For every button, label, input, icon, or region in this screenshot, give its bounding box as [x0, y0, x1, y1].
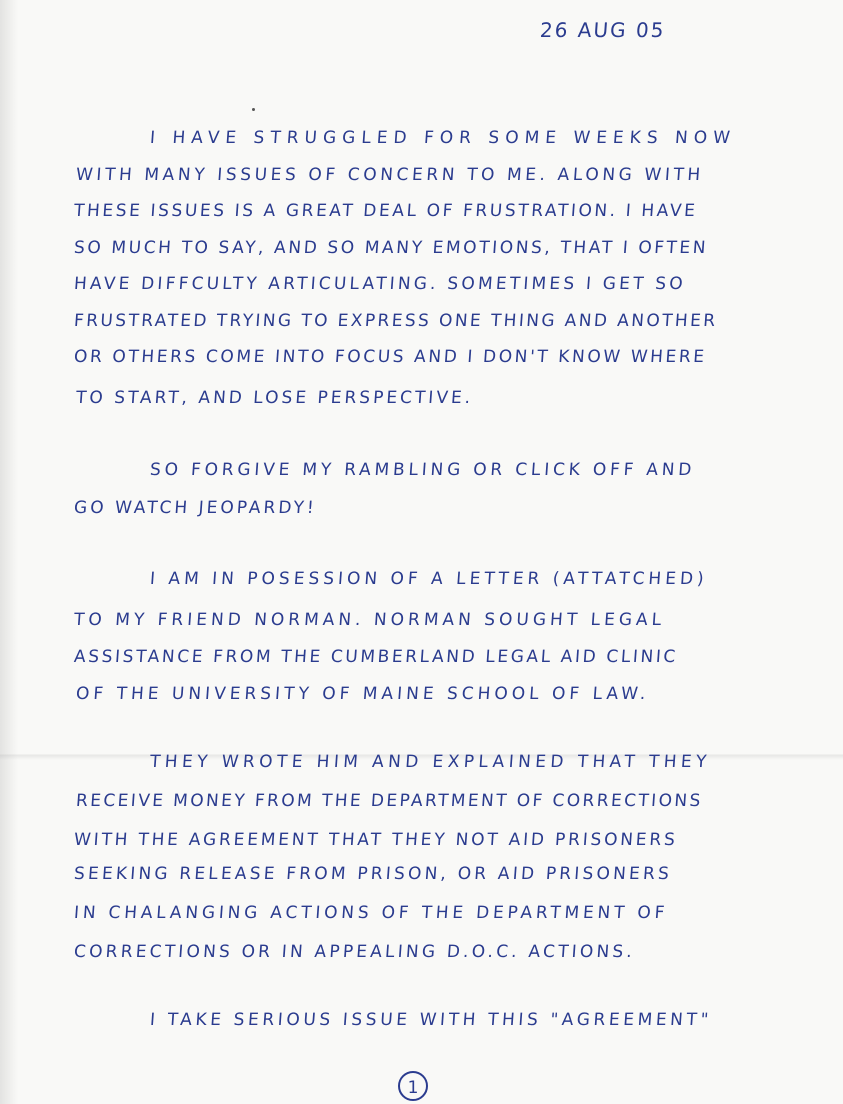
handwritten-line: CORRECTIONS OR IN APPEALING D.O.C. ACTIONS. — [73, 942, 636, 962]
handwritten-line: ASSISTANCE FROM THE CUMBERLAND LEGAL AID CLINIC — [73, 647, 679, 667]
handwritten-line: SEEKING RELEASE FROM PRISON, OR AID PRISONERS — [73, 864, 673, 884]
handwritten-line: WITH THE AGREEMENT THAT THEY NOT AID PRISONERS — [73, 830, 679, 850]
handwritten-line: HAVE DIFFCULTY ARTICULATING. SOMETIMES I GET SO — [73, 274, 687, 294]
handwritten-line: TO START, AND LOSE PERSPECTIVE. — [75, 388, 474, 408]
handwritten-line: OR OTHERS COME INTO FOCUS AND I DON'T KNOW WHERE — [73, 347, 708, 367]
page-number: 1 — [398, 1071, 428, 1101]
handwritten-line: SO MUCH TO SAY, AND SO MANY EMOTIONS, THAT I OFTEN — [73, 238, 709, 258]
paper-edge-shadow — [0, 0, 18, 1104]
ink-speck — [252, 108, 255, 111]
handwritten-line: I TAKE SERIOUS ISSUE WITH THIS "AGREEMENT" — [149, 1010, 713, 1030]
handwritten-line: IN CHALANGING ACTIONS OF THE DEPARTMENT OF — [73, 903, 669, 923]
handwritten-line: I HAVE STRUGGLED FOR SOME WEEKS NOW — [149, 128, 737, 148]
handwritten-line: I AM IN POSESSION OF A LETTER (ATTATCHED) — [149, 569, 709, 589]
handwritten-line: THESE ISSUES IS A GREAT DEAL OF FRUSTRATION. I HAVE — [73, 201, 699, 221]
handwritten-line: SO FORGIVE MY RAMBLING OR CLICK OFF AND — [149, 460, 696, 480]
handwritten-line: THEY WROTE HIM AND EXPLAINED THAT THEY — [149, 752, 712, 772]
letter-date: 26 AUG 05 — [539, 18, 667, 42]
handwritten-line: FRUSTRATED TRYING TO EXPRESS ONE THING AND ANOTHER — [73, 311, 719, 331]
handwritten-line: WITH MANY ISSUES OF CONCERN TO ME. ALONG WITH — [75, 165, 705, 185]
handwritten-line: OF THE UNIVERSITY OF MAINE SCHOOL OF LAW. — [75, 684, 651, 704]
handwritten-line: GO WATCH JEOPARDY! — [73, 498, 318, 518]
handwritten-line: RECEIVE MONEY FROM THE DEPARTMENT OF CORRECTIONS — [75, 791, 704, 811]
handwritten-line: TO MY FRIEND NORMAN. NORMAN SOUGHT LEGAL — [73, 610, 666, 630]
